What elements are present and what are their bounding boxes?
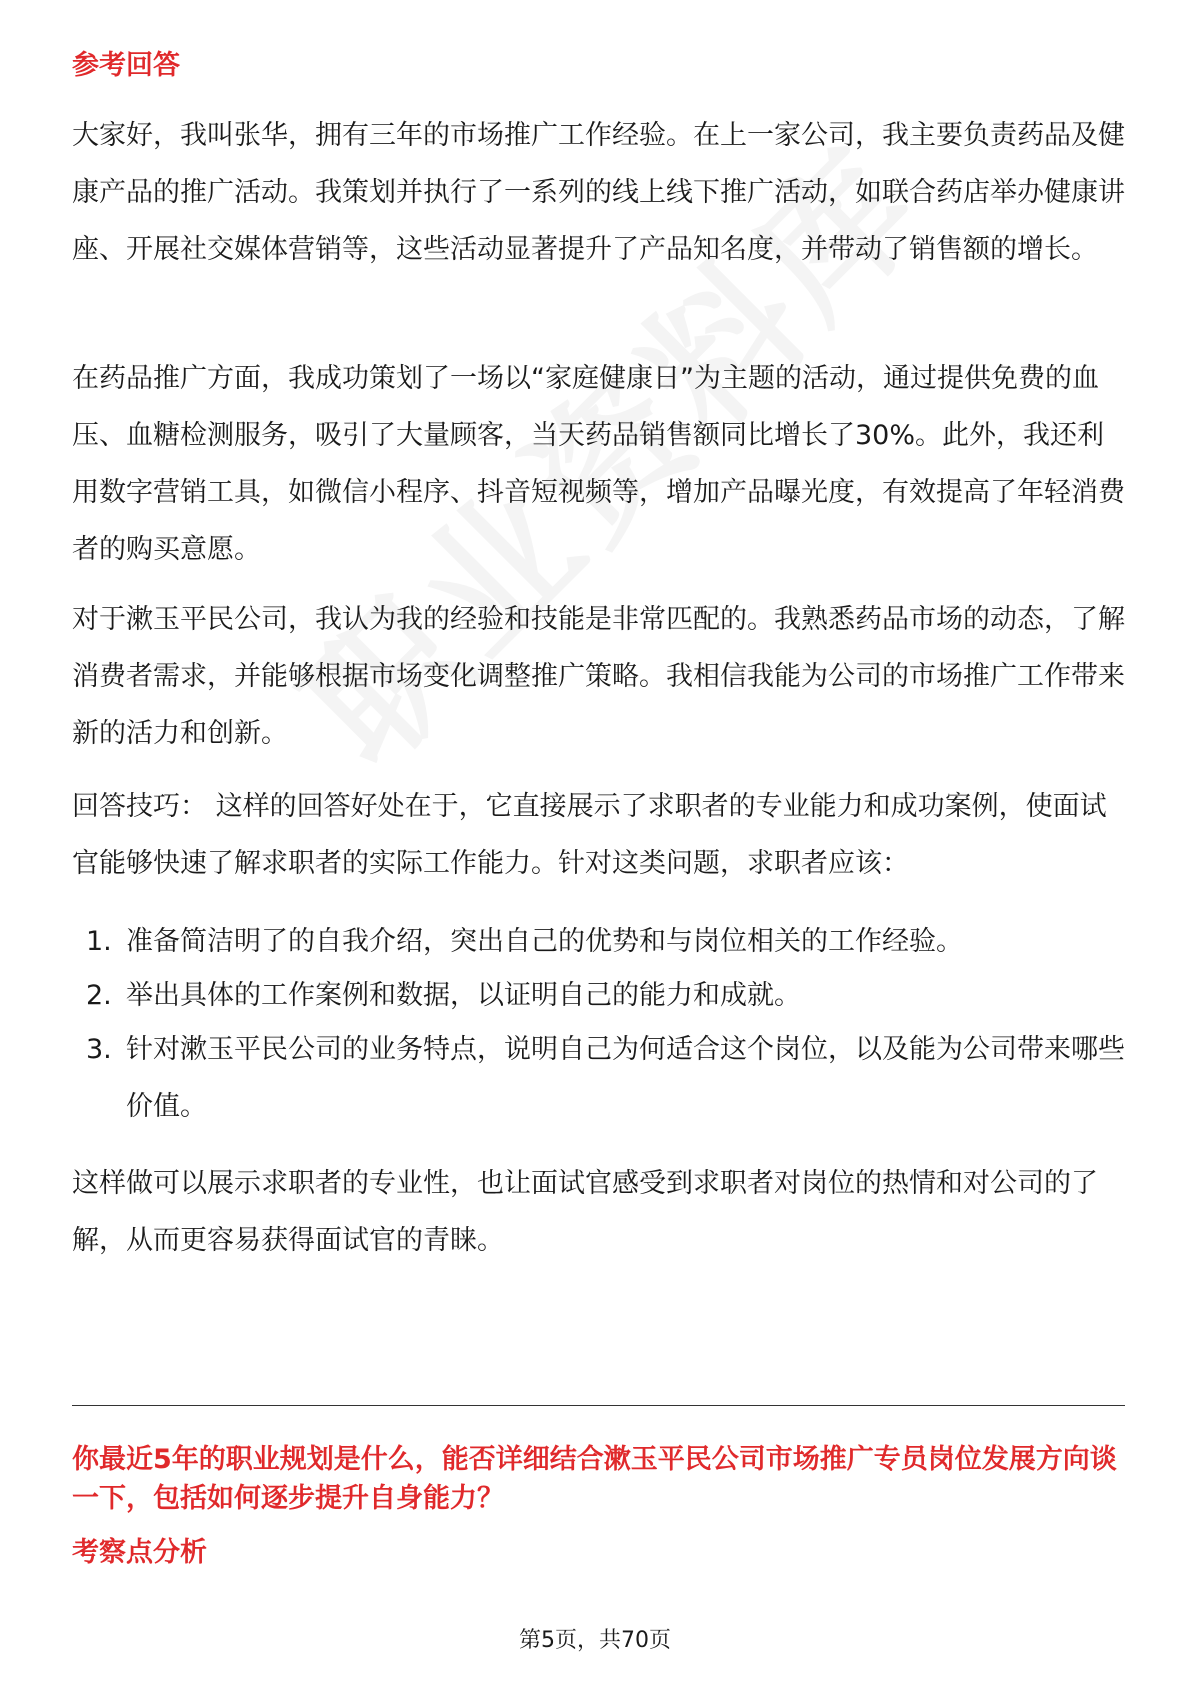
- list-number: 3.: [86, 1034, 112, 1065]
- section-divider: [72, 1405, 1125, 1406]
- reference-answer-heading: 参考回答: [72, 50, 180, 81]
- page-footer: 第5页，共70页: [519, 1628, 671, 1653]
- tips-list-item-1: [72, 913, 1130, 970]
- analysis-heading: 考察点分析: [72, 1537, 207, 1568]
- list-number: 1.: [86, 926, 112, 957]
- answer-paragraph-2: 在药品推广方面，我成功策划了一场以“家庭健康日”为主题的活动，通过提供免费的血压、血糖检测服务，吸引了大量顾客，当天药品销售额同比增长了30%。此外，我还利用数字营销工具，如微信小程序、抖音短视频等，增加产品曝光度，有效提高了年轻消费者的购买意愿。: [72, 363, 1125, 565]
- list-text: 针对漱玉平民公司的业务特点，说明自己为何适合这个岗位，以及能为公司带来哪些价值。: [126, 1034, 1125, 1122]
- tips-list-item-2: [72, 967, 1130, 1024]
- next-question-heading: 你最近5年的职业规划是什么，能否详细结合漱玉平民公司市场推广专员岗位发展方向谈一下，包括如何逐步提升自身能力？: [72, 1444, 1117, 1514]
- tips-list-item-3: [72, 1021, 1130, 1135]
- answer-paragraph-1: 大家好，我叫张华，拥有三年的市场推广工作经验。在上一家公司，我主要负责药品及健康产品的推广活动。我策划并执行了一系列的线上线下推广活动，如联合药店举办健康讲座、开展社交媒体营销等，这些活动显著提升了产品知名度，并带动了销售额的增长。: [72, 120, 1125, 265]
- list-text: 准备简洁明了的自我介绍，突出自己的优势和与岗位相关的工作经验。: [126, 926, 963, 957]
- closing-paragraph: 这样做可以展示求职者的专业性，也让面试官感受到求职者对岗位的热情和对公司的了解，从而更容易获得面试官的青睐。: [72, 1168, 1098, 1256]
- answer-paragraph-3: 对于漱玉平民公司，我认为我的经验和技能是非常匹配的。我熟悉药品市场的动态，了解消费者需求，并能够根据市场变化调整推广策略。我相信我能为公司的市场推广工作带来新的活力和创新。: [72, 604, 1125, 749]
- list-text: 举出具体的工作案例和数据，以证明自己的能力和成就。: [126, 980, 801, 1011]
- tips-paragraph: 回答技巧： 这样的回答好处在于，它直接展示了求职者的专业能力和成功案例，使面试官能够快速了解求职者的实际工作能力。针对这类问题，求职者应该：: [72, 791, 1107, 879]
- list-number: 2.: [86, 980, 112, 1011]
